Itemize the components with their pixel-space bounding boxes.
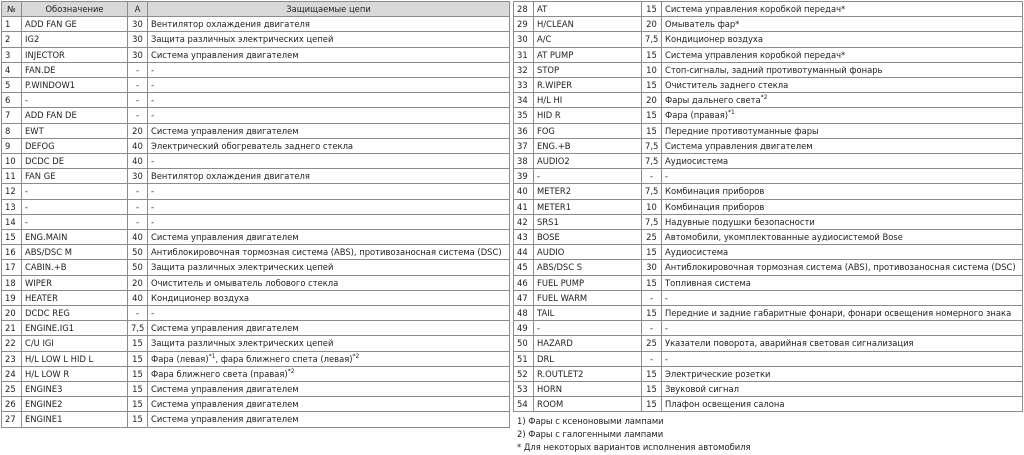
fuse-amperage: -	[128, 62, 148, 77]
fuse-number: 3	[2, 47, 22, 62]
table-row	[2, 397, 510, 412]
fuse-amperage: -	[642, 169, 662, 184]
table-row	[2, 47, 510, 62]
fuse-designation: FOG	[534, 123, 642, 138]
header-amp: А	[128, 2, 148, 17]
fuse-designation: ADD FAN GE	[22, 17, 128, 32]
table-row	[2, 154, 510, 169]
table-row	[2, 62, 510, 77]
fuse-number: 54	[514, 397, 534, 412]
fuse-protected-circuits: Электрический обогреватель заднего стекла	[148, 138, 510, 153]
table-row	[2, 17, 510, 32]
fuse-protected-circuits: Омыватель фар*	[662, 17, 1023, 32]
fuse-protected-circuits: Антиблокировочная тормозная система (ABS), противозаносная система (DSC)	[148, 245, 510, 260]
fuse-designation: -	[22, 214, 128, 229]
fuse-amperage: 15	[642, 123, 662, 138]
table-row	[514, 397, 1023, 412]
fuse-protected-circuits	[662, 93, 1023, 108]
table-row	[2, 366, 510, 381]
table-row	[514, 199, 1023, 214]
footnote-xenon: 1) Фары с ксеноновыми лампами	[517, 416, 664, 426]
fuse-amperage: 7,5	[642, 32, 662, 47]
fuse-amperage: 15	[642, 245, 662, 260]
fuse-number: 26	[2, 397, 22, 412]
fuse-number: 4	[2, 62, 22, 77]
fuse-designation: -	[534, 321, 642, 336]
fuse-designation: IG2	[22, 32, 128, 47]
fuse-number: 27	[2, 412, 22, 427]
fuse-protected-circuits: Надувные подушки безопасности	[662, 214, 1023, 229]
fuse-designation: -	[22, 184, 128, 199]
fuse-number: 34	[514, 93, 534, 108]
fuse-amperage: 40	[128, 154, 148, 169]
fuse-amperage: -	[642, 351, 662, 366]
fuse-number: 29	[514, 17, 534, 32]
fuse-protected-circuits: -	[148, 62, 510, 77]
fuse-designation: FUEL PUMP	[534, 275, 642, 290]
table-row	[2, 32, 510, 47]
table-row	[2, 336, 510, 351]
fuse-amperage: 7,5	[642, 154, 662, 169]
fuse-protected-circuits: Защита различных электрических цепей	[148, 32, 510, 47]
fuse-number: 6	[2, 93, 22, 108]
fuse-protected-circuits: Кондиционер воздуха	[148, 290, 510, 305]
fuse-designation: BOSE	[534, 230, 642, 245]
fuse-number: 48	[514, 306, 534, 321]
fuse-amperage: 50	[128, 260, 148, 275]
fuse-protected-circuits: -	[662, 169, 1023, 184]
fuse-number: 21	[2, 321, 22, 336]
fuse-amperage: 15	[642, 108, 662, 123]
fuse-number: 46	[514, 275, 534, 290]
fuse-number: 5	[2, 78, 22, 93]
table-row	[514, 169, 1023, 184]
table-row	[514, 306, 1023, 321]
fuse-designation: TAIL	[534, 306, 642, 321]
fuse-amperage: 20	[642, 17, 662, 32]
fuse-number: 12	[2, 184, 22, 199]
fuse-amperage: -	[642, 321, 662, 336]
fuse-number: 11	[2, 169, 22, 184]
fuse-amperage: 20	[128, 123, 148, 138]
fuse-designation: FAN GE	[22, 169, 128, 184]
table-row	[514, 93, 1023, 108]
fuse-number: 9	[2, 138, 22, 153]
fuse-protected-circuits: Плафон освещения салона	[662, 397, 1023, 412]
footnotes	[517, 415, 751, 454]
fuse-amperage: 7,5	[642, 184, 662, 199]
fuse-number: 17	[2, 260, 22, 275]
fuse-protected-circuits: Система управления коробкой передач*	[662, 47, 1023, 62]
table-row	[2, 214, 510, 229]
fuse-amperage: -	[128, 78, 148, 93]
fuse-designation: AUDIO	[534, 245, 642, 260]
fuse-number: 53	[514, 382, 534, 397]
fuse-amperage: 15	[642, 78, 662, 93]
fuse-protected-circuits: Автомобили, укомплектованные аудиосистемой Bose	[662, 230, 1023, 245]
fuse-amperage: 15	[642, 306, 662, 321]
fuse-protected-circuits: Звуковой сигнал	[662, 382, 1023, 397]
fuse-protected-circuits: Очиститель и омыватель лобового стекла	[148, 275, 510, 290]
table-row	[2, 290, 510, 305]
footnote-marker: *2	[287, 368, 295, 376]
fuse-protected-circuits: Система управления двигателем	[148, 47, 510, 62]
fuse-protected-circuits: -	[662, 351, 1023, 366]
fuse-amperage: 25	[642, 336, 662, 351]
fuse-amperage: 30	[128, 169, 148, 184]
fuse-amperage: -	[128, 184, 148, 199]
circuit-text: Фара ближнего света (правая)	[151, 368, 288, 379]
table-row	[2, 108, 510, 123]
table-row	[2, 412, 510, 427]
fuse-protected-circuits: Стоп-сигналы, задний противотуманный фонарь	[662, 62, 1023, 77]
fuse-designation: A/C	[534, 32, 642, 47]
fuse-number: 51	[514, 351, 534, 366]
fuse-number: 36	[514, 123, 534, 138]
table-row	[2, 351, 510, 366]
table-row	[514, 47, 1023, 62]
fuse-number: 44	[514, 245, 534, 260]
fuse-designation: AT PUMP	[534, 47, 642, 62]
fuse-protected-circuits: -	[148, 93, 510, 108]
fuse-designation: ENGINE2	[22, 397, 128, 412]
fuse-designation: -	[22, 93, 128, 108]
fuse-number: 30	[514, 32, 534, 47]
fuse-designation: CABIN.+B	[22, 260, 128, 275]
fuse-protected-circuits: -	[148, 214, 510, 229]
table-row	[514, 382, 1023, 397]
table-row	[2, 245, 510, 260]
fuse-number: 43	[514, 230, 534, 245]
fuse-amperage: -	[128, 199, 148, 214]
fuse-number: 15	[2, 230, 22, 245]
fuse-number: 42	[514, 214, 534, 229]
fuse-amperage: 7,5	[128, 321, 148, 336]
fuse-number: 13	[2, 199, 22, 214]
fuse-protected-circuits: -	[662, 321, 1023, 336]
fuse-number: 45	[514, 260, 534, 275]
fuse-designation: ABS/DSC M	[22, 245, 128, 260]
fuse-amperage: 15	[128, 382, 148, 397]
table-row	[514, 2, 1023, 17]
fuse-amperage: 10	[642, 62, 662, 77]
fuse-designation: STOP	[534, 62, 642, 77]
table-row	[2, 275, 510, 290]
fuse-designation: FUEL WARM	[534, 290, 642, 305]
circuit-text: Фара (правая)	[665, 110, 729, 121]
fuse-designation: ENG.MAIN	[22, 230, 128, 245]
fuse-protected-circuits: -	[148, 306, 510, 321]
fuse-number: 31	[514, 47, 534, 62]
fuse-protected-circuits: Система управления двигателем	[148, 123, 510, 138]
fuse-amperage: 30	[128, 32, 148, 47]
fuse-number: 1	[2, 17, 22, 32]
fuse-number: 8	[2, 123, 22, 138]
fuse-number: 39	[514, 169, 534, 184]
fuse-table-right	[513, 1, 1023, 412]
fuse-number: 18	[2, 275, 22, 290]
fuse-protected-circuits: -	[148, 78, 510, 93]
table-row	[2, 169, 510, 184]
fuse-protected-circuits: Вентилятор охлаждения двигателя	[148, 17, 510, 32]
fuse-designation: -	[22, 199, 128, 214]
fuse-amperage: 40	[128, 290, 148, 305]
table-row	[2, 306, 510, 321]
table-row	[514, 245, 1023, 260]
fuse-protected-circuits: Топливная система	[662, 275, 1023, 290]
fuse-amperage: 15	[642, 397, 662, 412]
table-row	[2, 123, 510, 138]
fuse-number: 7	[2, 108, 22, 123]
header-num: №	[2, 2, 22, 17]
table-row	[514, 17, 1023, 32]
fuse-amperage: 15	[642, 366, 662, 381]
fuse-amperage: 30	[642, 260, 662, 275]
fuse-amperage: 15	[642, 382, 662, 397]
fuse-number: 32	[514, 62, 534, 77]
fuse-amperage: 7,5	[642, 138, 662, 153]
table-row	[514, 154, 1023, 169]
fuse-designation: ENGINE.IG1	[22, 321, 128, 336]
fuse-protected-circuits: Система управления коробкой передач*	[662, 2, 1023, 17]
fuse-number: 20	[2, 306, 22, 321]
fuse-protected-circuits: -	[148, 184, 510, 199]
fuse-amperage: 30	[128, 47, 148, 62]
fuse-protected-circuits: Передние и задние габаритные фонари, фонари освещения номерного знака	[662, 306, 1023, 321]
table-row	[514, 62, 1023, 77]
table-row	[514, 184, 1023, 199]
fuse-designation: EWT	[22, 123, 128, 138]
fuse-protected-circuits: Аудиосистема	[662, 154, 1023, 169]
header-designation: Обозначение	[22, 2, 128, 17]
table-row	[2, 230, 510, 245]
fuse-amperage: 15	[128, 412, 148, 427]
fuse-number: 16	[2, 245, 22, 260]
fuse-protected-circuits: Антиблокировочная тормозная система (ABS), противозаносная система (DSC)	[662, 260, 1023, 275]
table-row	[514, 108, 1023, 123]
fuse-designation: R.WIPER	[534, 78, 642, 93]
footnote-marker: *2	[760, 94, 768, 102]
fuse-amperage: 30	[128, 17, 148, 32]
fuse-amperage: 15	[642, 47, 662, 62]
fuse-designation: P.WINDOW1	[22, 78, 128, 93]
table-row	[514, 290, 1023, 305]
fuse-number: 52	[514, 366, 534, 381]
circuit-text: Фара (левая)	[151, 353, 209, 364]
fuse-amperage: -	[642, 290, 662, 305]
fuse-designation: ROOM	[534, 397, 642, 412]
table-row	[2, 260, 510, 275]
fuse-amperage: 50	[128, 245, 148, 260]
fuse-amperage: 20	[128, 275, 148, 290]
fuse-designation: DRL	[534, 351, 642, 366]
table-row	[2, 184, 510, 199]
fuse-number: 38	[514, 154, 534, 169]
fuse-designation: ENG.+B	[534, 138, 642, 153]
fuse-number: 10	[2, 154, 22, 169]
fuse-designation: H/CLEAN	[534, 17, 642, 32]
fuse-amperage: 15	[642, 275, 662, 290]
fuse-protected-circuits: Кондиционер воздуха	[662, 32, 1023, 47]
fuse-designation: R.OUTLET2	[534, 366, 642, 381]
table-row	[2, 78, 510, 93]
footnote-marker: *1	[728, 109, 735, 117]
fuse-amperage: -	[128, 108, 148, 123]
fuse-number: 28	[514, 2, 534, 17]
fuse-designation: DEFOG	[22, 138, 128, 153]
fuse-amperage: 15	[128, 351, 148, 366]
fuse-designation: ENGINE1	[22, 412, 128, 427]
fuse-designation: ADD FAN DE	[22, 108, 128, 123]
fuse-amperage: 7,5	[642, 214, 662, 229]
table-row	[514, 321, 1023, 336]
fuse-number: 2	[2, 32, 22, 47]
table-row	[514, 123, 1023, 138]
fuse-protected-circuits: Комбинация приборов	[662, 184, 1023, 199]
fuse-protected-circuits: -	[148, 199, 510, 214]
fuse-protected-circuits: Указатели поворота, аварийная световая сигнализация	[662, 336, 1023, 351]
fuse-amperage: 15	[642, 2, 662, 17]
fuse-protected-circuits	[148, 351, 510, 366]
fuse-number: 47	[514, 290, 534, 305]
fuse-protected-circuits: Система управления двигателем	[148, 412, 510, 427]
fuse-protected-circuits: Защита различных электрических цепей	[148, 336, 510, 351]
fuse-number: 37	[514, 138, 534, 153]
fuse-amperage: -	[128, 214, 148, 229]
fuse-designation: WIPER	[22, 275, 128, 290]
fuse-amperage: 20	[642, 93, 662, 108]
fuse-protected-circuits: Вентилятор охлаждения двигателя	[148, 169, 510, 184]
fuse-amperage: -	[128, 93, 148, 108]
table-row	[514, 138, 1023, 153]
header-circuits: Защищаемые цепи	[148, 2, 510, 17]
table-row	[2, 93, 510, 108]
table-row	[514, 32, 1023, 47]
fuse-designation: HAZARD	[534, 336, 642, 351]
fuse-designation: SRS1	[534, 214, 642, 229]
table-row	[514, 351, 1023, 366]
fuse-designation: DCDC DE	[22, 154, 128, 169]
table-header	[2, 2, 510, 17]
fuse-table-left	[1, 1, 510, 428]
fuse-protected-circuits: Система управления двигателем	[148, 382, 510, 397]
fuse-amperage: 15	[128, 366, 148, 381]
fuse-number: 24	[2, 366, 22, 381]
fuse-protected-circuits: -	[662, 290, 1023, 305]
fuse-amperage: 40	[128, 138, 148, 153]
table-row	[514, 275, 1023, 290]
fuse-designation: AT	[534, 2, 642, 17]
fuse-designation: DCDC REG	[22, 306, 128, 321]
table-row	[514, 214, 1023, 229]
fuse-designation: HID R	[534, 108, 642, 123]
fuse-designation: FAN.DE	[22, 62, 128, 77]
fuse-number: 23	[2, 351, 22, 366]
fuse-protected-circuits: Комбинация приборов	[662, 199, 1023, 214]
fuse-protected-circuits: Система управления двигателем	[148, 230, 510, 245]
table-row	[2, 138, 510, 153]
fuse-amperage: 10	[642, 199, 662, 214]
fuse-amperage: 15	[128, 397, 148, 412]
fuse-designation: AUDIO2	[534, 154, 642, 169]
fuse-number: 40	[514, 184, 534, 199]
footnote-marker: *2	[352, 352, 360, 360]
fuse-protected-circuits: Защита различных электрических цепей	[148, 260, 510, 275]
fuse-protected-circuits	[148, 366, 510, 381]
fuse-number: 25	[2, 382, 22, 397]
fuse-protected-circuits: Система управления двигателем	[148, 397, 510, 412]
fuse-amperage: 15	[128, 336, 148, 351]
fuse-number: 50	[514, 336, 534, 351]
table-row	[514, 366, 1023, 381]
fuse-number: 35	[514, 108, 534, 123]
fuse-designation: HEATER	[22, 290, 128, 305]
fuse-number: 14	[2, 214, 22, 229]
fuse-number: 49	[514, 321, 534, 336]
fuse-designation: -	[534, 169, 642, 184]
table-row	[2, 382, 510, 397]
fuse-designation: H/L HI	[534, 93, 642, 108]
circuit-text: , фара ближнего спета (левая)	[215, 353, 353, 364]
fuse-protected-circuits: Очиститель заднего стекла	[662, 78, 1023, 93]
table-row	[514, 336, 1023, 351]
table-row	[514, 78, 1023, 93]
table-row	[514, 260, 1023, 275]
fuse-protected-circuits: Передние противотуманные фары	[662, 123, 1023, 138]
fuse-amperage: 40	[128, 230, 148, 245]
fuse-protected-circuits: Электрические розетки	[662, 366, 1023, 381]
table-row	[2, 321, 510, 336]
table-row	[514, 230, 1023, 245]
fuse-designation: METER1	[534, 199, 642, 214]
fuse-designation: HORN	[534, 382, 642, 397]
fuse-protected-circuits	[662, 108, 1023, 123]
table-row	[2, 199, 510, 214]
fuse-designation: C/U IGI	[22, 336, 128, 351]
fuse-number: 22	[2, 336, 22, 351]
fuse-number: 41	[514, 199, 534, 214]
fuse-designation: H/L LOW L HID L	[22, 351, 128, 366]
fuse-designation: ABS/DSC S	[534, 260, 642, 275]
fuse-designation: ENGINE3	[22, 382, 128, 397]
fuse-designation: H/L LOW R	[22, 366, 128, 381]
fuse-amperage: 25	[642, 230, 662, 245]
fuse-protected-circuits: -	[148, 108, 510, 123]
footnote-halogen: 2) Фары с галогенными лампами	[517, 429, 664, 439]
fuse-designation: INJECTOR	[22, 47, 128, 62]
circuit-text: Фары дальнего света	[665, 95, 761, 106]
fuse-protected-circuits: Система управления двигателем	[662, 138, 1023, 153]
fuse-number: 33	[514, 78, 534, 93]
fuse-amperage: -	[128, 306, 148, 321]
footnote-marker: *1	[208, 352, 216, 360]
fuse-designation: METER2	[534, 184, 642, 199]
footnote-some-variants: * Для некоторых вариантов исполнения автомобиля	[517, 442, 751, 452]
fuse-protected-circuits: Система управления двигателем	[148, 321, 510, 336]
fuse-number: 19	[2, 290, 22, 305]
fuse-protected-circuits: Аудиосистема	[662, 245, 1023, 260]
fuse-protected-circuits: -	[148, 154, 510, 169]
